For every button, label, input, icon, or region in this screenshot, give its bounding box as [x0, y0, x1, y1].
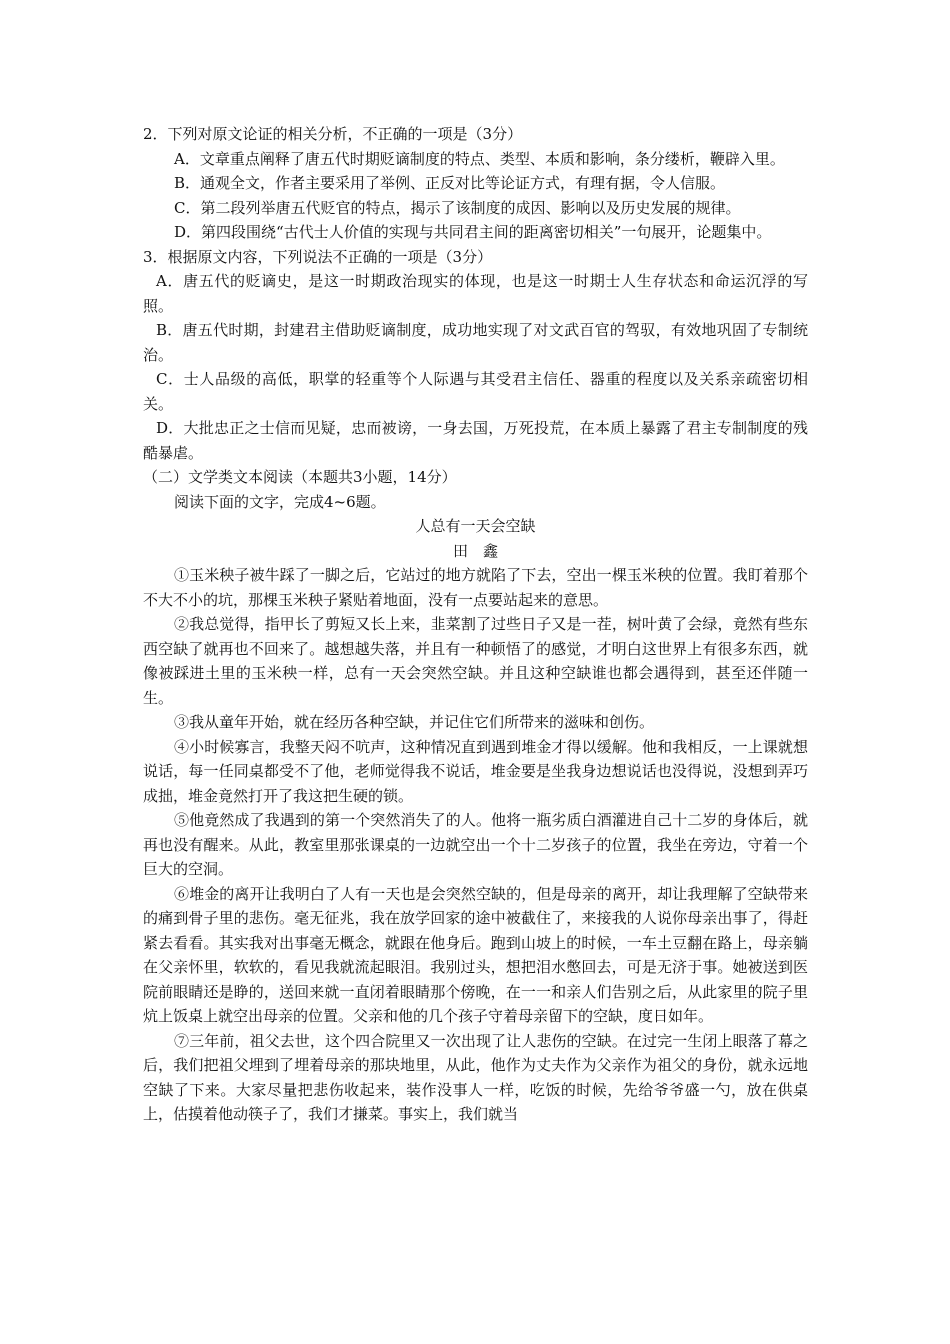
section-instruction: 阅读下面的文字，完成4~6题。: [174, 492, 386, 511]
article-paragraph: ⑤他竟然成了我遇到的第一个突然消失了的人。他将一瓶劣质白酒灌进自己十二岁的身体后，就再也没有醒来。从此，教室里那张课桌的一边就空出一个十二岁孩子的位置，我坐在旁边，守着一个巨大的空洞。: [143, 811, 808, 878]
question-3-option-c: C．士人品级的高低，职掌的轻重等个人际遇与其受君主信任、器重的程度以及关系亲疏密切相关。: [143, 370, 808, 413]
question-2-option-d: D．第四段围绕“古代士人价值的实现与共同君主间的距离密切相关”一句展开，论题集中。: [174, 223, 772, 241]
question-3-option-a: A．唐五代的贬谪史，是这一时期政治现实的体现，也是这一时期士人生存状态和命运沉浮的写照。: [143, 272, 808, 315]
article-paragraph: ⑥堆金的离开让我明白了人有一天也是会突然空缺的，但是母亲的离开，却让我理解了空缺带来的痛到骨子里的悲伤。毫无征兆，我在放学回家的途中被截住了，来接我的人说你母亲出事了，得赶紧去看看。其实我对出事毫无概念，就跟在他身后。跑到山坡上的时候，一车土豆翻在路上，母亲躺在父亲怀里，软软的，看见我就流起眼泪。我别过头，想把泪水憋回去，可是无济于事。她被送到医院前眼睛还是睁的，送回来就一直闭着眼睛那个傍晚，在一一和亲人们告别之后，从此家里的院子里炕上饭桌上就空出母亲的位置。父亲和他的几个孩子守着母亲留下的空缺，度日如年。: [143, 884, 808, 1025]
article-paragraph: ①玉米秧子被牛踩了一脚之后，它站过的地方就陷了下去，空出一棵玉米秧的位置。我盯着那个不大不小的坑，那棵玉米秧子紧贴着地面，没有一点要站起来的意思。: [143, 566, 808, 609]
article-author: 田 鑫: [452, 541, 498, 560]
question-3-stem: 3．根据原文内容，下列说法不正确的一项是（3分）: [143, 247, 493, 266]
question-3-option-b: B．唐五代时期，封建君主借助贬谪制度，成功地实现了对文武百官的驾驭，有效地巩固了专制统治。: [143, 321, 808, 364]
article-paragraph: ⑦三年前，祖父去世，这个四合院里又一次出现了让人悲伤的空缺。在过完一生闭上眼落了幕之后，我们把祖父埋到了埋着母亲的那块地里，从此，他作为丈夫作为父亲作为祖父的身份，就永远地空缺了下来。大家尽量把悲伤收起来，装作没事人一样，吃饭的时候，先给爷爷盛一勺，放在供桌上，估摸着他动筷子了，我们才搛菜。事实上，我们就当: [143, 1031, 808, 1123]
article-paragraph: ②我总觉得，指甲长了剪短又长上来，韭菜割了过些日子又是一茬，树叶黄了会绿，竟然有些东西空缺了就再也不回来了。越想越失落，并且有一种顿悟了的感觉，才明白这世界上有很多东西，就像被踩进土里的玉米秧一样，总有一天会突然空缺。并且这种空缺谁也都会遇得到，甚至还伴随一生。: [143, 615, 808, 707]
question-2-option-b: B．通观全文，作者主要采用了举例、正反对比等论证方式，有理有据，令人信服。: [174, 174, 726, 192]
document-page: [143, 122, 808, 1127]
question-2-option-a: A．文章重点阐释了唐五代时期贬谪制度的特点、类型、本质和影响，条分缕析，鞭辟入里。: [174, 149, 785, 168]
question-2-option-c: C．第二段列举唐五代贬官的特点，揭示了该制度的成因、影响以及历史发展的规律。: [174, 198, 741, 217]
section-heading: （二）文学类文本阅读（本题共3小题，14分）: [143, 468, 457, 486]
article-paragraph: ④小时候寡言，我整天闷不吭声，这种情况直到遇到堆金才得以缓解。他和我相反，一上课就想说话，每一任同桌都受不了他，老师觉得我不说话，堆金要是坐我身边想说话也没得说，没想到弄巧成拙，堆金竟然打开了我这把生硬的锁。: [143, 737, 808, 805]
question-2-stem: 2．下列对原文论证的相关分析，不正确的一项是（3分）: [143, 125, 523, 143]
article-title: 人总有一天会空缺: [415, 517, 536, 535]
question-3-option-d: D．大批忠正之士信而见疑，忠而被谤，一身去国，万死投荒，在本质上暴露了君主专制制度的残酷暴虐。: [143, 419, 808, 462]
article-paragraph: ③我从童年开始，就在经历各种空缺，并记住它们所带来的滋味和创伤。: [174, 713, 655, 731]
